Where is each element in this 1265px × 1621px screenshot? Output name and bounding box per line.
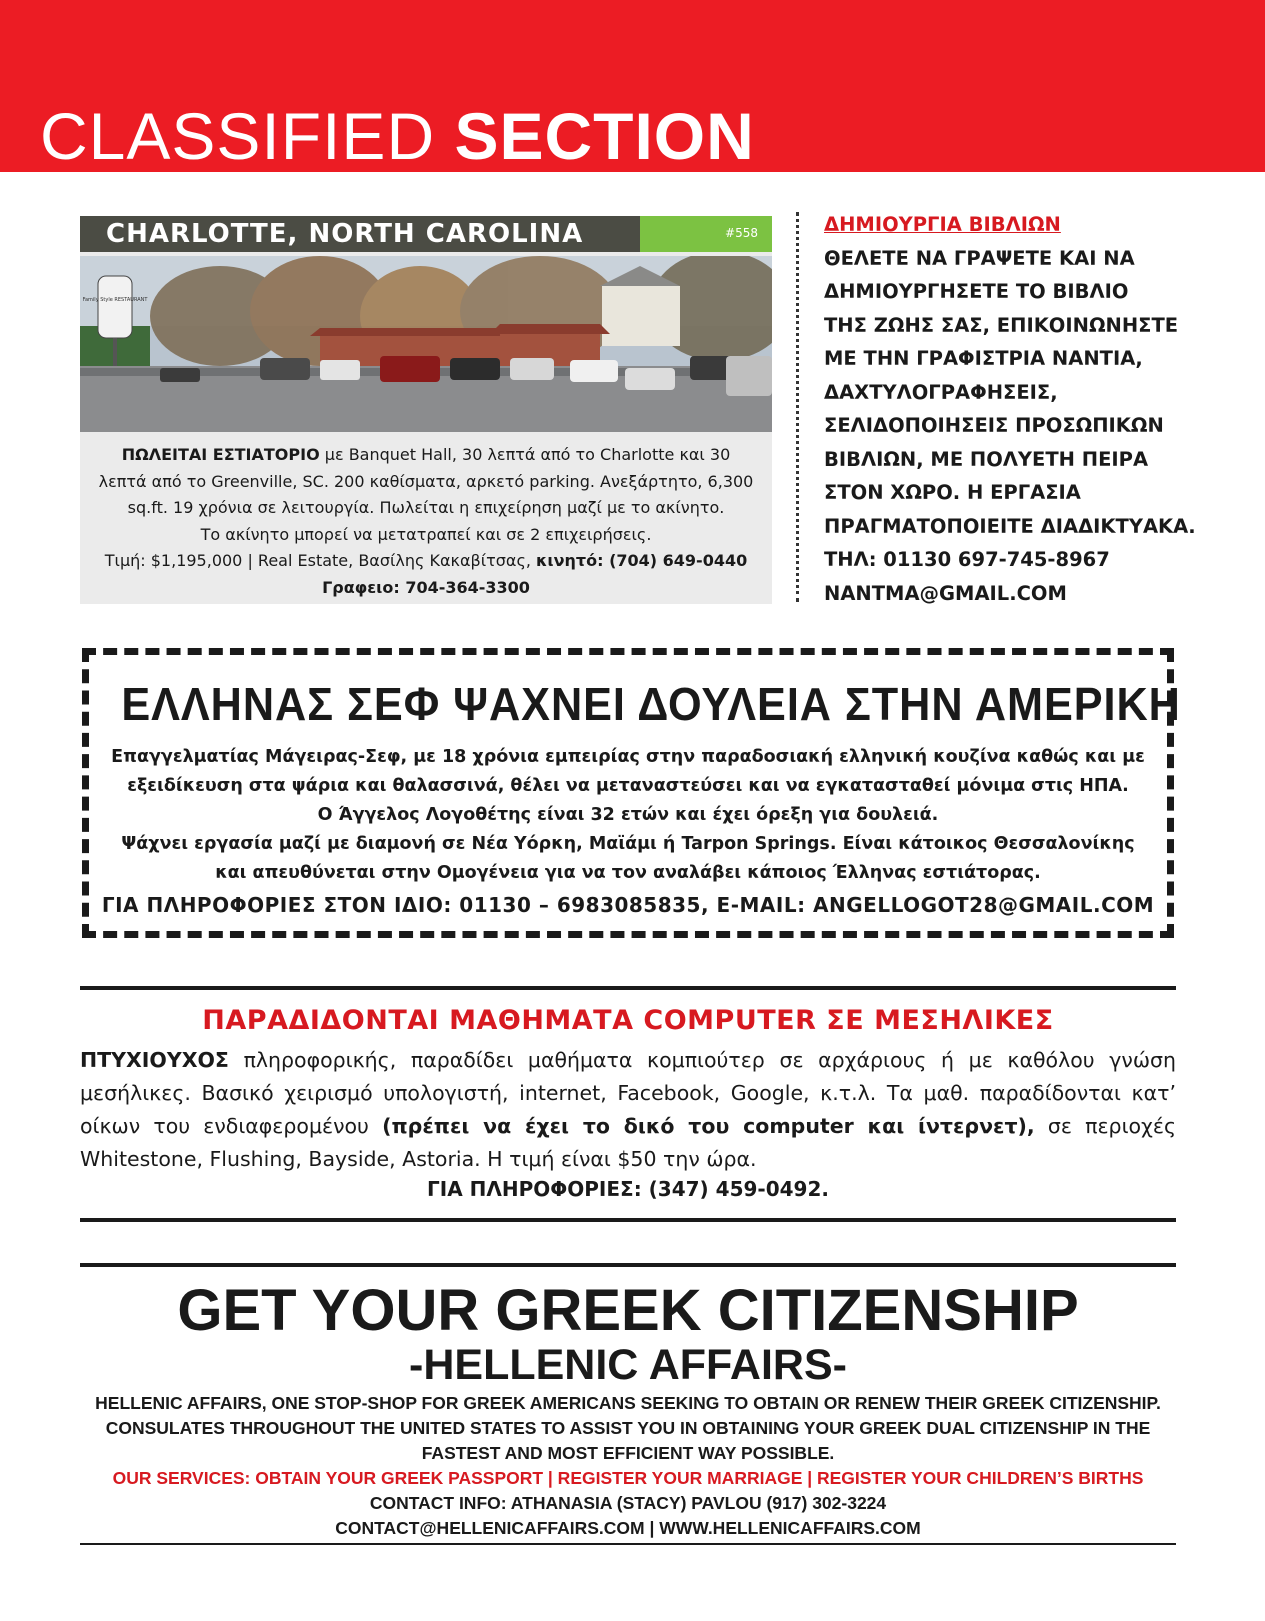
computer-ad-body <box>80 1044 1176 1176</box>
books-ad-line: ΠΡΑΓΜΑΤΟΠΟΙΕΙΤΕ ΔΙΑΔΙΚΤΥΑΚΑ. <box>824 514 1196 538</box>
books-ad-line: ΜΕ ΤΗΝ ΓΡΑΦΙΣΤΡΙΑ ΝΑΝΤΙΑ, <box>824 347 1143 370</box>
charlotte-ad-number: #558 <box>725 226 758 240</box>
books-ad-line: ΔΗΜΙΟΥΡΓΗΣΕΤΕ ΤΟ ΒΙΒΛΙΟ <box>824 280 1129 303</box>
chef-ad-contact: ΓΙΑ ΠΛΗΡΟΦΟΡΙΕΣ ΣΤΟΝ ΙΔΙΟ: 01130 – 6983085835, E-MAIL: ANGELLOGOT28@GMAIL.COM <box>101 893 1155 917</box>
charlotte-ad-office-number: Γραφειο: 704-364-3300 <box>322 577 530 597</box>
books-ad-line: ΒΙΒΛΙΩΝ, ΜΕ ΠΟΛΥΕΤΗ ΠΕΙΡΑ <box>824 447 1149 471</box>
books-ad-line: ΔΑΧΤΥΛΟΓΡΑΦΗΣΕΙΣ, <box>824 380 1058 404</box>
citizenship-ad-line: FASTEST AND MOST EFFICIENT WAY POSSIBLE. <box>421 1443 835 1463</box>
books-ad-title: ΔΗΜΙΟΥΡΓΙΑ ΒΙΒΛΙΩΝ <box>824 213 1061 236</box>
divider-rule <box>80 1218 1176 1222</box>
citizenship-ad-contact: CONTACT INFO: ATHANASIA (STACY) PAVLOU (917) 302-3224 <box>369 1493 887 1513</box>
charlotte-ad-line3: sq.ft. 19 χρόνια σε λειτουργία. Πωλείται η επιχείρηση μαζί με το ακίνητο. <box>127 498 725 517</box>
charlotte-ad-office <box>80 575 772 602</box>
charlotte-ad-line4: Το ακίνητο μπορεί να μετατραπεί και σε 2 επιχειρήσεις. <box>200 524 652 544</box>
vertical-dotted-divider <box>796 212 799 602</box>
books-ad-line: ΘΕΛΕΤΕ ΝΑ ΓΡΑΨΕΤΕ ΚΑΙ ΝΑ <box>824 246 1135 270</box>
charlotte-ad-lead: ΠΩΛΕΙΤΑΙ ΕΣΤΙΑΤΟΡΙΟ <box>121 445 320 464</box>
citizenship-ad-body <box>80 1391 1176 1541</box>
books-ad <box>824 208 1254 610</box>
photo-sign-text: Family Style RESTAURANT <box>82 297 148 303</box>
books-ad-email: NANTMA@GMAIL.COM <box>824 581 1067 605</box>
charlotte-ad-line5 <box>80 548 772 575</box>
restaurant-photo <box>80 256 772 432</box>
citizenship-ad-subtitle: -HELLENIC AFFAIRS- <box>409 1341 847 1389</box>
charlotte-ad-line1 <box>80 442 772 469</box>
computer-ad-lead: ΠΤΥΧΙΟΥΧΟΣ <box>80 1048 229 1072</box>
computer-ad-title: ΠΑΡΑΔΙΔΟΝΤΑΙ ΜΑΘΗΜΑΤΑ COMPUTER ΣΕ ΜΕΣΗΛΙΚΕΣ <box>202 1005 1054 1036</box>
page-title-bold: SECTION <box>454 99 755 173</box>
chef-ad <box>82 648 1181 938</box>
divider-rule <box>80 1543 1176 1545</box>
page-title-light: CLASSIFIED <box>40 99 436 173</box>
computer-ad-text1: πληροφορικής, παραδίδει μαθήματα κομπιούτερ σε αρχάριους ή με καθόλου γνώση μεσήλικες. Βασικό χειρισμό υπολογιστή, internet, Facebook, Google, κ.τ.λ. Τα μαθ. παραδίδονται κατ’ οίκων του ενδιαφερομένου <box>80 1048 1176 1138</box>
chef-ad-line: και απευθύνεται στην Ομογένεια για να τον αναλάβει κάποιος Έλληνας εστιάτορας. <box>215 863 1041 883</box>
chef-ad-body <box>89 743 1167 888</box>
chef-ad-line: Ο Άγγελος Λογοθέτης είναι 32 ετών και έχει όρεξη για δουλειά. <box>317 805 939 825</box>
page-title <box>40 98 755 174</box>
chef-ad-title: ΕΛΛΗΝΑΣ ΣΕΦ ΨΑΧΝΕΙ ΔΟΥΛΕΙΑ ΣΤΗΝ ΑΜΕΡΙΚΗ <box>121 678 1181 730</box>
citizenship-ad-line: CONSULATES THROUGHOUT THE UNITED STATES TO ASSIST YOU IN OBTAINING YOUR GREEK DUAL CITIZENSHIP IN THE <box>105 1418 1151 1438</box>
books-ad-line: ΣΕΛΙΔΟΠΟΙΗΣΕΙΣ ΠΡΟΣΩΠΙΚΩΝ <box>824 414 1164 437</box>
computer-ad-text2: σε περιοχές Whitestone, Flushing, Bayside, Astoria. Η τιμή είναι $50 την ώρα. <box>80 1114 1176 1171</box>
charlotte-ad-heading-bar <box>80 216 640 252</box>
charlotte-ad-line1-text: με Banquet Hall, 30 λεπτά από το Charlotte και 30 <box>319 445 731 464</box>
charlotte-ad-heading: CHARLOTTE, NORTH CAROLINA <box>106 219 584 249</box>
charlotte-ad <box>80 216 772 604</box>
charlotte-ad-number-bar <box>640 216 772 252</box>
computer-ad-bold-part: (πρέπει να έχει το δικό του computer και ίντερνετ), <box>382 1114 1035 1138</box>
citizenship-ad-web: CONTACT@HELLENICAFFAIRS.COM | WWW.HELLENICAFFAIRS.COM <box>335 1518 921 1538</box>
charlotte-ad-text <box>80 442 772 601</box>
charlotte-ad-line2: λεπτά από το Greenville, SC. 200 καθίσματα, αρκετό parking. Ανεξάρτητο, 6,300 <box>98 471 754 491</box>
divider-rule <box>80 986 1176 990</box>
citizenship-ad-services: OUR SERVICES: OBTAIN YOUR GREEK PASSPORT | REGISTER YOUR MARRIAGE | REGISTER YOUR CHILDREN’S BIRTHS <box>112 1468 1144 1488</box>
books-ad-phone: ΤΗΛ: 01130 697-745-8967 <box>824 548 1110 571</box>
chef-ad-line: εξειδίκευση στα ψάρια και θαλασσινά, θέλει να μεταναστεύσει και να εγκατασταθεί μόνιμα στις ΗΠΑ. <box>127 776 1129 796</box>
chef-ad-line: Ψάχνει εργασία μαζί με διαμονή σε Νέα Υόρκη, Μαϊάμι ή Tarpon Springs. Είναι κάτοικος Θεσσαλονίκης <box>121 834 1135 854</box>
chef-ad-line: Επαγγελματίας Μάγειρας-Σεφ, με 18 χρόνια εμπειρίας στην παραδοσιακή ελληνική κουζίνα καθώς και με <box>111 747 1145 767</box>
books-ad-line: ΣΤΟΝ ΧΩΡΟ. Η ΕΡΓΑΣΙΑ <box>824 481 1081 504</box>
citizenship-ad-line: HELLENIC AFFAIRS, ONE STOP-SHOP FOR GREEK AMERICANS SEEKING TO OBTAIN OR RENEW THEIR GREEK CITIZENSHIP. <box>95 1393 1161 1413</box>
citizenship-ad-title: GET YOUR GREEK CITIZENSHIP <box>177 1278 1079 1343</box>
charlotte-ad-mobile: κινητό: (704) 649-0440 <box>536 551 748 570</box>
divider-rule <box>80 1263 1176 1267</box>
computer-ad-info: ΓΙΑ ΠΛΗΡΟΦΟΡΙΕΣ: (347) 459-0492. <box>427 1177 829 1201</box>
books-ad-line: ΤΗΣ ΖΩΗΣ ΣΑΣ, ΕΠΙΚΟΙΝΩΝΗΣΤΕ <box>824 313 1179 337</box>
charlotte-ad-price: Τιμή: $1,195,000 | Real Estate, Βασίλης Κακαβίτσας, <box>104 551 536 570</box>
